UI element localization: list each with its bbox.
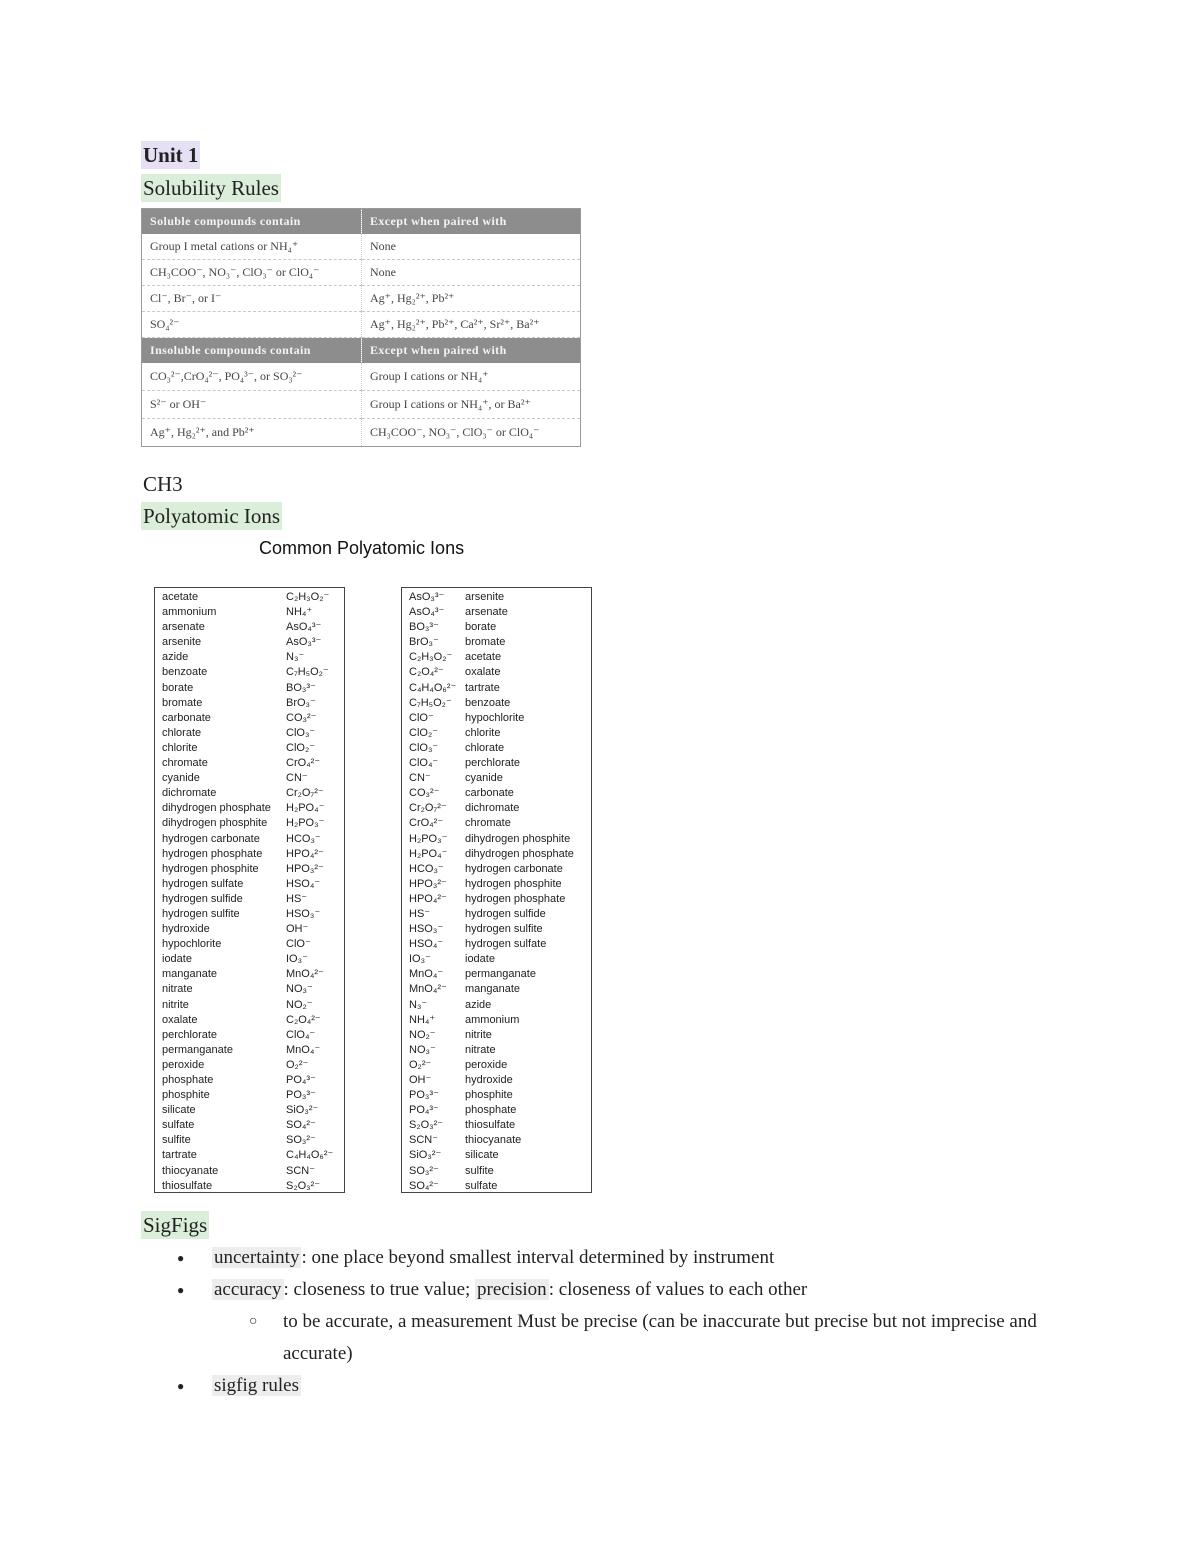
ion-cell: chromate (162, 757, 208, 770)
ion-row (155, 967, 344, 982)
ion-cell: hydrogen sulfate (465, 938, 547, 951)
ion-cell: tartrate (162, 1149, 197, 1162)
ion-row (402, 922, 591, 937)
ion-cell: PO₄³⁻ (409, 1104, 439, 1117)
ion-cell: NO₃⁻ (286, 983, 313, 996)
ion-cell: ammonium (465, 1013, 520, 1026)
list-item (141, 1242, 1101, 1274)
ion-cell: perchlorate (465, 757, 521, 770)
term-precision: precision (477, 1279, 547, 1300)
table-row (142, 419, 581, 447)
ion-row (155, 741, 344, 756)
ion-cell: O₂²⁻ (286, 1058, 309, 1071)
ion-cell: benzoate (465, 696, 511, 709)
ion-cell: thiosulfate (465, 1119, 516, 1132)
ion-cell: dihydrogen phosphate (162, 802, 271, 815)
ion-cell: NO₂⁻ (409, 1028, 436, 1041)
term-sigfig-rules: sigfig rules (214, 1375, 299, 1396)
ion-cell: H₂PO₃⁻ (286, 817, 325, 830)
ion-cell: N₃⁻ (286, 651, 305, 664)
ion-cell: sulfate (162, 1119, 195, 1132)
ion-cell: C₂H₃O₂⁻ (409, 651, 453, 664)
table-row (142, 363, 581, 391)
table-cell: None (362, 234, 581, 260)
table-row (142, 260, 581, 286)
ion-row (402, 862, 591, 877)
ion-cell: HCO₃⁻ (409, 862, 444, 875)
ion-cell: azide (465, 998, 492, 1011)
ion-row (155, 590, 344, 605)
ion-cell: HPO₄²⁻ (286, 847, 324, 860)
ion-row (402, 832, 591, 847)
ion-cell: carbonate (465, 787, 514, 800)
ions-by-formula-list (402, 588, 591, 1194)
solubility-table (141, 208, 581, 447)
ion-row (155, 1148, 344, 1163)
ion-cell: PO₃³⁻ (286, 1089, 316, 1102)
ion-cell: HSO₄⁻ (286, 877, 321, 890)
ion-cell: C₇H₅O₂⁻ (409, 696, 452, 709)
ion-cell: thiocyanate (465, 1134, 522, 1147)
ion-cell: ClO⁻ (409, 711, 434, 724)
sigfigs-heading: SigFigs (143, 1213, 208, 1237)
ion-cell: H₂PO₃⁻ (409, 832, 448, 845)
ion-cell: IO₃⁻ (286, 953, 308, 966)
ion-cell: H₂PO₄⁻ (409, 847, 448, 860)
table-header-cell: Except when paired with (362, 338, 581, 364)
ion-cell: SO₄²⁻ (286, 1119, 316, 1132)
ion-cell: permanganate (162, 1043, 233, 1056)
ion-cell: BrO₃⁻ (286, 696, 316, 709)
ion-cell: AsO₄³⁻ (409, 606, 445, 619)
ion-row (155, 862, 344, 877)
ion-row (402, 1179, 591, 1194)
ion-cell: N₃⁻ (409, 998, 428, 1011)
sub-list-item: ○ to be accurate, a measurement Must be precise (can be inaccurate but precise but not imprecise and accurate) (141, 1306, 1101, 1370)
ion-cell: ClO₄⁻ (286, 1028, 316, 1041)
ion-cell: oxalate (162, 1013, 198, 1026)
ion-row (402, 1028, 591, 1043)
ion-cell: AsO₃³⁻ (286, 636, 322, 649)
ion-row (155, 1088, 344, 1103)
ion-cell: CO₃²⁻ (409, 787, 440, 800)
ion-cell: chlorate (162, 726, 202, 739)
ion-row (402, 1058, 591, 1073)
ion-row (402, 907, 591, 922)
ion-cell: nitrite (465, 1028, 492, 1041)
ion-cell: SO₃²⁻ (286, 1134, 316, 1147)
soluble-header-row (142, 209, 581, 235)
ion-cell: iodate (465, 953, 495, 966)
ion-row (155, 998, 344, 1013)
ion-cell: SO₄²⁻ (409, 1179, 439, 1192)
ion-cell: dichromate (465, 802, 520, 815)
ion-row (402, 1103, 591, 1118)
ion-cell: NH₄⁺ (409, 1013, 436, 1026)
ion-cell: C₂O₄²⁻ (286, 1013, 321, 1026)
ion-row (402, 1148, 591, 1163)
ion-row (402, 696, 591, 711)
ion-cell: MnO₄²⁻ (286, 968, 324, 981)
ion-cell: HPO₄²⁻ (409, 892, 447, 905)
ion-cell: hydroxide (465, 1074, 513, 1086)
ion-row (155, 877, 344, 892)
ion-row (155, 681, 344, 696)
ion-cell: chlorate (465, 741, 505, 754)
ion-cell: sulfate (465, 1179, 498, 1192)
ion-cell: BrO₃⁻ (409, 636, 439, 649)
ion-row (402, 741, 591, 756)
ion-row (402, 635, 591, 650)
ion-cell: chlorite (162, 741, 198, 754)
ion-row (402, 877, 591, 892)
ion-row (155, 801, 344, 816)
ion-cell: hydrogen phosphite (162, 862, 259, 875)
ion-row (402, 786, 591, 801)
ion-row (155, 892, 344, 907)
ion-cell: hydrogen sulfite (162, 907, 240, 920)
polyatomic-ions-heading: Polyatomic Ions (143, 504, 281, 528)
ion-cell: C₄H₄O₆²⁻ (409, 681, 457, 694)
ion-row (155, 1118, 344, 1133)
table-cell: Ag⁺, Hg₂²⁺, and Pb²⁺ (142, 419, 362, 447)
ion-cell: HCO₃⁻ (286, 832, 321, 845)
ion-cell: CrO₄²⁻ (409, 817, 444, 830)
ion-cell: CO₃²⁻ (286, 711, 317, 724)
ion-cell: HSO₃⁻ (286, 907, 321, 920)
ion-row (402, 665, 591, 680)
ion-cell: BO₃³⁻ (286, 681, 316, 694)
ion-row (155, 635, 344, 650)
ion-row (402, 952, 591, 967)
ion-cell: silicate (465, 1149, 499, 1162)
ion-row (402, 605, 591, 620)
table-cell: Ag⁺, Hg₂²⁺, Pb²⁺, Ca²⁺, Sr²⁺, Ba²⁺ (362, 312, 581, 338)
ion-row (402, 1164, 591, 1179)
ion-row (402, 892, 591, 907)
ion-cell: nitrate (465, 1043, 496, 1056)
ion-row (155, 1179, 344, 1194)
ion-row (402, 998, 591, 1013)
ion-row (155, 816, 344, 831)
ion-row (402, 967, 591, 982)
ion-row (155, 696, 344, 711)
ion-cell: S₂O₃²⁻ (409, 1119, 444, 1132)
ion-cell: iodate (162, 953, 192, 966)
ion-row (155, 650, 344, 665)
ion-row (155, 1133, 344, 1148)
ion-cell: SCN⁻ (286, 1164, 316, 1177)
ion-cell: AsO₄³⁻ (286, 621, 322, 634)
ion-cell: H₂PO₄⁻ (286, 802, 325, 815)
ion-cell: NO₃⁻ (409, 1043, 436, 1056)
ion-cell: arsenite (162, 636, 202, 649)
table-cell: CH₃COO⁻, NO₃⁻, ClO₃⁻ or ClO₄⁻ (142, 260, 362, 286)
ion-cell: MnO₄⁻ (286, 1043, 321, 1056)
ion-cell: borate (162, 681, 194, 694)
ion-cell: hydrogen sulfate (162, 877, 244, 890)
ion-row (402, 1013, 591, 1028)
table-header-cell: Except when paired with (362, 209, 581, 235)
ion-cell: HSO₄⁻ (409, 938, 444, 951)
ion-cell: PO₄³⁻ (286, 1074, 316, 1086)
ion-cell: CN⁻ (409, 772, 431, 785)
ion-row (155, 1013, 344, 1028)
ion-row (155, 786, 344, 801)
ion-cell: thiocyanate (162, 1164, 219, 1177)
ion-row (155, 982, 344, 997)
ion-cell: peroxide (162, 1058, 205, 1071)
ion-cell: bromate (162, 696, 203, 709)
ion-cell: HSO₃⁻ (409, 923, 444, 936)
ions-by-name-list (155, 588, 344, 1194)
ion-cell: HS⁻ (286, 892, 308, 905)
ion-cell: ClO₃⁻ (286, 726, 316, 739)
ion-cell: manganate (465, 983, 521, 996)
ion-cell: HS⁻ (409, 907, 431, 920)
ion-row (402, 816, 591, 831)
ion-cell: hydrogen sulfite (465, 923, 543, 936)
table-row (142, 286, 581, 312)
ion-cell: CrO₄²⁻ (286, 757, 321, 770)
ion-cell: ClO₄⁻ (409, 757, 439, 770)
ion-row (402, 590, 591, 605)
ion-cell: hydrogen phosphate (465, 892, 566, 905)
ion-cell: benzoate (162, 666, 208, 679)
ion-row (155, 832, 344, 847)
ion-cell: dichromate (162, 787, 217, 800)
ion-cell: MnO₄²⁻ (409, 983, 447, 996)
sigfigs-notes (141, 1242, 1101, 1402)
ion-row (155, 711, 344, 726)
ion-cell: MnO₄⁻ (409, 968, 444, 981)
ion-row (402, 937, 591, 952)
ion-cell: sulfite (162, 1134, 191, 1147)
ion-row (402, 1133, 591, 1148)
table-cell: None (362, 260, 581, 286)
ion-row (155, 1058, 344, 1073)
ion-row (402, 726, 591, 741)
ion-row (402, 650, 591, 665)
ion-cell: OH⁻ (286, 923, 309, 936)
ion-row (155, 1164, 344, 1179)
ion-row (155, 726, 344, 741)
ion-cell: phosphite (465, 1089, 513, 1102)
ion-cell: hydrogen phosphate (162, 847, 263, 860)
ion-row (402, 711, 591, 726)
ion-cell: BO₃³⁻ (409, 621, 439, 634)
ion-row (155, 1073, 344, 1088)
ion-cell: permanganate (465, 968, 536, 981)
ion-cell: hydrogen carbonate (465, 862, 563, 875)
ion-row (402, 771, 591, 786)
ion-cell: Cr₂O₇²⁻ (409, 802, 447, 815)
ion-cell: manganate (162, 968, 218, 981)
ion-row (402, 982, 591, 997)
ion-cell: hypochlorite (162, 938, 222, 951)
ion-cell: arsenite (465, 591, 505, 603)
ion-cell: chromate (465, 817, 511, 830)
ion-cell: acetate (162, 591, 199, 603)
ion-cell: C₄H₄O₆²⁻ (286, 1149, 334, 1162)
ion-cell: hydrogen sulfide (465, 907, 546, 920)
ion-cell: O₂²⁻ (409, 1058, 432, 1071)
ion-row (402, 620, 591, 635)
ion-cell: azide (162, 651, 189, 664)
ion-cell: cyanide (465, 772, 503, 785)
table-cell: CO₃²⁻,CrO₄²⁻, PO₄³⁻, or SO₃²⁻ (142, 363, 362, 391)
insoluble-header-row (142, 338, 581, 364)
ion-row (155, 1103, 344, 1118)
ion-row (402, 756, 591, 771)
ion-row (402, 1073, 591, 1088)
ion-row (402, 1088, 591, 1103)
ion-row (155, 665, 344, 680)
ion-cell: SO₃²⁻ (409, 1164, 439, 1177)
ion-cell: hydrogen sulfide (162, 892, 243, 905)
table-cell: Group I cations or NH₄⁺ (362, 363, 581, 391)
ion-cell: oxalate (465, 666, 501, 679)
ion-cell: SiO₃²⁻ (409, 1149, 442, 1162)
table-cell: CH₃COO⁻, NO₃⁻, ClO₃⁻ or ClO₄⁻ (362, 419, 581, 447)
ion-cell: acetate (465, 651, 502, 664)
ions-by-name-box (154, 587, 345, 1193)
ion-cell: phosphate (465, 1104, 517, 1117)
ion-cell: CN⁻ (286, 772, 308, 785)
ion-cell: dihydrogen phosphite (162, 817, 268, 830)
ion-cell: carbonate (162, 711, 211, 724)
ion-cell: HPO₃²⁻ (409, 877, 447, 890)
ion-cell: borate (465, 621, 497, 634)
table-cell: S²⁻ or OH⁻ (142, 391, 362, 419)
ion-cell: dihydrogen phosphite (465, 832, 571, 845)
ion-cell: ClO₃⁻ (409, 741, 439, 754)
ion-cell: peroxide (465, 1058, 508, 1071)
ion-row (155, 907, 344, 922)
ion-row (155, 922, 344, 937)
ion-cell: hydrogen carbonate (162, 832, 260, 845)
ion-row (402, 681, 591, 696)
ion-cell: bromate (465, 636, 506, 649)
ion-row (155, 605, 344, 620)
table-cell: SO₄²⁻ (142, 312, 362, 338)
unit-heading: Unit 1 (143, 143, 199, 167)
ion-row (155, 937, 344, 952)
ions-by-formula-box (401, 587, 592, 1193)
table-cell: Group I cations or NH₄⁺, or Ba²⁺ (362, 391, 581, 419)
ion-row (155, 1028, 344, 1043)
term-accuracy: accuracy (214, 1279, 282, 1300)
list-item (141, 1274, 1101, 1306)
ion-cell: phosphite (162, 1089, 210, 1102)
ion-row (155, 952, 344, 967)
ion-row (402, 801, 591, 816)
ion-cell: tartrate (465, 681, 500, 694)
ion-cell: ClO₂⁻ (409, 726, 439, 739)
ion-cell: C₇H₅O₂⁻ (286, 666, 329, 679)
term-uncertainty: uncertainty (214, 1247, 300, 1268)
ion-cell: silicate (162, 1104, 196, 1117)
ion-cell: Cr₂O₇²⁻ (286, 787, 324, 800)
ion-cell: sulfite (465, 1164, 494, 1177)
ion-cell: arsenate (162, 621, 205, 634)
ion-row (155, 756, 344, 771)
note-text: : one place beyond smallest interval determined by instrument (301, 1247, 775, 1268)
ion-row (155, 1043, 344, 1058)
ion-cell: AsO₃³⁻ (409, 591, 445, 603)
ion-cell: C₂O₄²⁻ (409, 666, 444, 679)
ion-cell: PO₃³⁻ (409, 1089, 439, 1102)
ion-cell: thiosulfate (162, 1179, 213, 1192)
ion-cell: hydroxide (162, 923, 210, 936)
ion-cell: C₂H₃O₂⁻ (286, 591, 330, 603)
ion-cell: NO₂⁻ (286, 998, 313, 1011)
table-row (142, 312, 581, 338)
ion-cell: nitrate (162, 983, 193, 996)
ion-row (155, 771, 344, 786)
ion-cell: SiO₃²⁻ (286, 1104, 319, 1117)
ion-cell: S₂O₃²⁻ (286, 1179, 321, 1192)
ion-cell: OH⁻ (409, 1074, 432, 1086)
ion-row (402, 1043, 591, 1058)
solubility-rules-heading: Solubility Rules (143, 176, 279, 200)
ion-cell: cyanide (162, 772, 200, 785)
ion-cell: perchlorate (162, 1028, 218, 1041)
ion-cell: hypochlorite (465, 711, 525, 724)
note-text: : closeness to true value; (283, 1279, 476, 1300)
table-header-cell: Insoluble compounds contain (142, 338, 362, 364)
list-item (141, 1370, 1101, 1402)
note-text: : closeness of values to each other (548, 1279, 808, 1300)
ion-cell: nitrite (162, 998, 189, 1011)
table-header-cell: Soluble compounds contain (142, 209, 362, 235)
ion-cell: hydrogen phosphite (465, 877, 562, 890)
polyatomic-chart-title: Common Polyatomic Ions (259, 538, 465, 558)
ion-cell: ClO⁻ (286, 938, 311, 951)
ion-cell: dihydrogen phosphate (465, 847, 574, 860)
ion-cell: IO₃⁻ (409, 953, 431, 966)
ion-cell: NH₄⁺ (286, 606, 313, 619)
ion-cell: SCN⁻ (409, 1134, 439, 1147)
table-cell: Group I metal cations or NH₄⁺ (142, 234, 362, 260)
ch3-heading: CH3 (143, 472, 183, 496)
ion-row (402, 847, 591, 862)
ion-row (155, 620, 344, 635)
table-cell: Cl⁻, Br⁻, or I⁻ (142, 286, 362, 312)
ion-row (155, 847, 344, 862)
table-cell: Ag⁺, Hg₂²⁺, Pb²⁺ (362, 286, 581, 312)
ion-cell: arsenate (465, 606, 508, 619)
table-row (142, 234, 581, 260)
table-row (142, 391, 581, 419)
ion-row (402, 1118, 591, 1133)
ion-cell: HPO₃²⁻ (286, 862, 324, 875)
ion-cell: phosphate (162, 1074, 214, 1086)
ion-cell: ammonium (162, 606, 217, 619)
ion-cell: ClO₂⁻ (286, 741, 316, 754)
ion-cell: chlorite (465, 726, 501, 739)
